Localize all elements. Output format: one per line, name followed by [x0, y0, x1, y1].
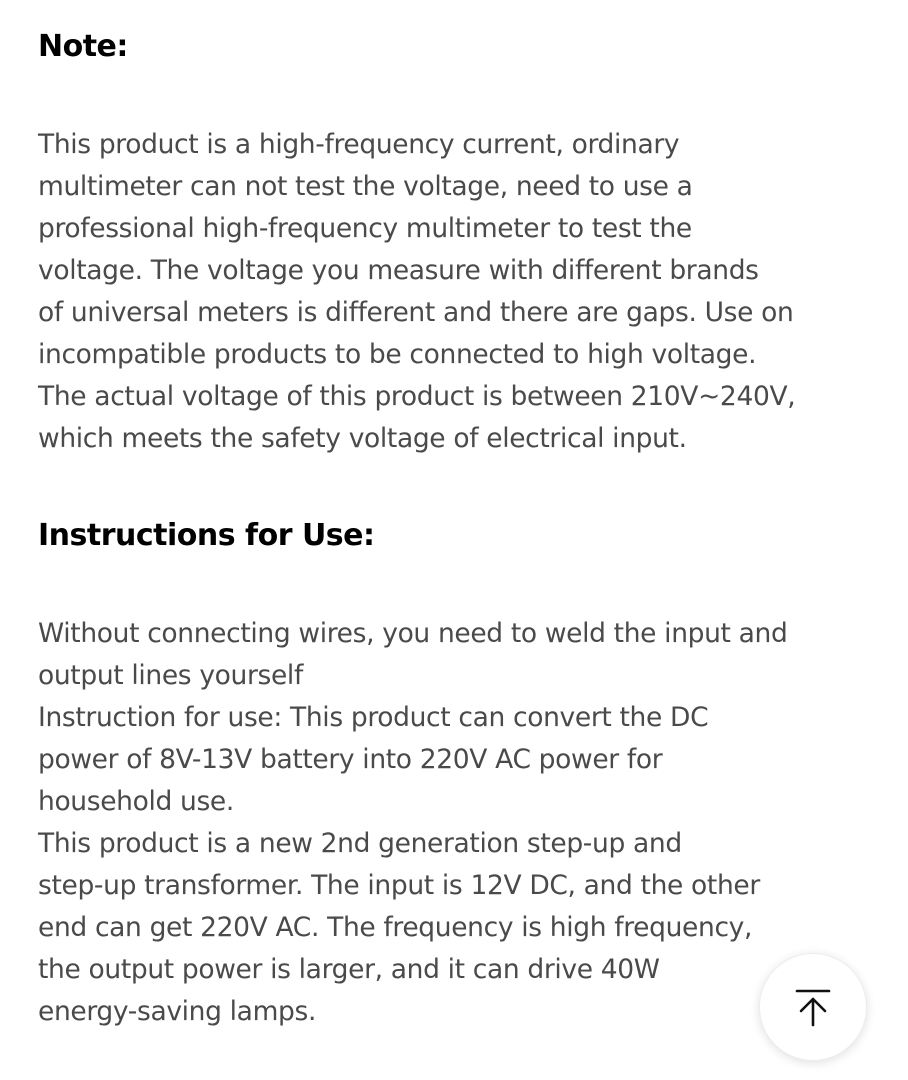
instructions-line: step-up transformer. The input is 12V DC, and the other — [38, 870, 760, 901]
instructions-line: household use. — [38, 786, 234, 817]
note-line: which meets the safety voltage of electrical input. — [38, 423, 687, 454]
instructions-line: power of 8V-13V battery into 220V AC power for — [38, 744, 663, 775]
note-paragraph — [38, 124, 795, 460]
instructions-line: output lines yourself — [38, 660, 303, 691]
instructions-line: energy-saving lamps. — [38, 996, 317, 1027]
note-line: This product is a high-frequency current, ordinary — [38, 129, 680, 160]
note-heading: Note: — [38, 29, 128, 64]
note-line: professional high-frequency multimeter to test the — [38, 213, 692, 244]
note-line: incompatible products to be connected to high voltage. — [38, 339, 757, 370]
instructions-line: the output power is larger, and it can drive 40W — [38, 954, 660, 985]
instructions-line: end can get 220V AC. The frequency is high frequency, — [38, 912, 753, 943]
instructions-paragraph — [38, 613, 787, 1033]
note-line: multimeter can not test the voltage, need to use a — [38, 171, 693, 202]
note-line: voltage. The voltage you measure with different brands — [38, 255, 759, 286]
note-line: The actual voltage of this product is between 210V~240V, — [38, 381, 796, 412]
instructions-line: This product is a new 2nd generation step-up and — [38, 828, 682, 859]
instructions-line: Instruction for use: This product can convert the DC — [38, 702, 709, 733]
back-to-top-button[interactable] — [759, 953, 867, 1061]
instructions-heading: Instructions for Use: — [38, 518, 375, 553]
instructions-line: Without connecting wires, you need to weld the input and — [38, 618, 788, 649]
arrow-up-to-top-icon — [793, 987, 833, 1027]
note-line: of universal meters is different and there are gaps. Use on — [38, 297, 794, 328]
